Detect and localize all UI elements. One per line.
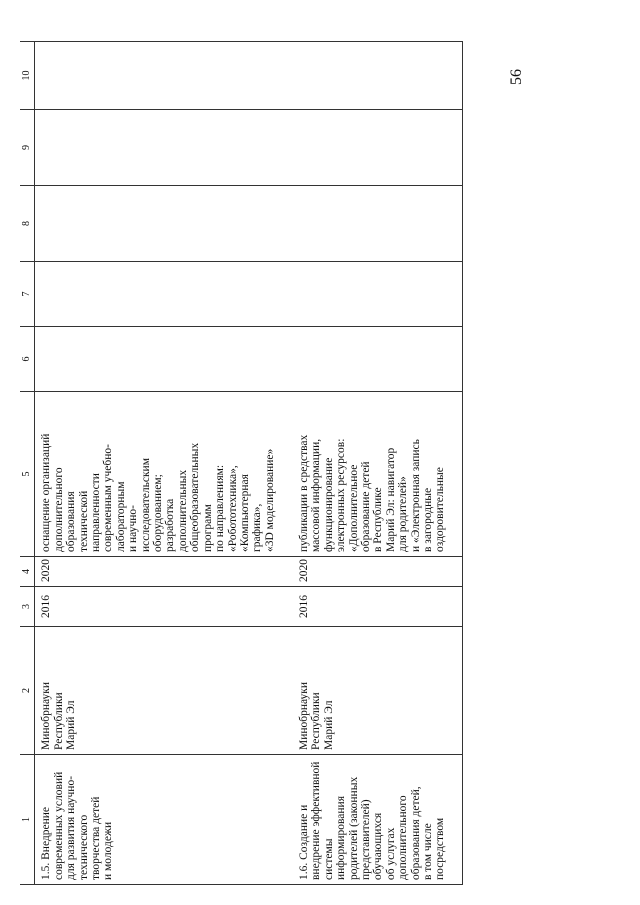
start-year-cell: 2016 [293,587,463,627]
start-year-cell: 2016 [35,587,293,627]
empty-cell [293,327,463,392]
empty-cell [35,186,293,262]
result-cell: оснащение организаций дополнительного образования технической направленности современным учебно- лабораторным и научно- исследовательским оборудованием; разработка дополнительных общеобразовательных программ по направлениям: «Робототехника», «Компьютерная графика», «3D моделирование» [35,392,293,557]
empty-cell [35,327,293,392]
col-header-4: 4 [20,557,35,587]
executor-cell: Минобрнауки Республики Марий Эл [35,627,293,755]
empty-cell [35,262,293,327]
empty-cell [293,110,463,186]
end-year-cell: 2020 [35,557,293,587]
col-header-5: 5 [20,392,35,557]
empty-cell [35,110,293,186]
rotated-content [20,25,540,885]
empty-cell [293,262,463,327]
result-cell: публикации в средствах массовой информации, функционирование электронных ресурсов: «Дополнительное образование детей в Республике Марий Эл: навигатор для родителей» и «Электронная запись в загородные оздоровительные [293,392,463,557]
col-header-3: 3 [20,587,35,627]
page-number: 56 [508,69,525,85]
empty-cell [293,42,463,110]
col-header-2: 2 [20,627,35,755]
measure-cell: 1.5. Внедрение современных условий для развития научно- технического творчества детей и молодежи [35,755,293,885]
measure-cell: 1.6. Создание и внедрение эффективной системы информирования родителей (законных представителей) обучающихся об услугах дополнительного образования детей, в том числе посредством [293,755,463,885]
col-header-6: 6 [20,327,35,392]
col-header-7: 7 [20,262,35,327]
empty-cell [293,186,463,262]
col-header-1: 1 [20,755,35,885]
end-year-cell: 2020 [293,557,463,587]
empty-cell [35,42,293,110]
executor-cell: Минобрнауки Республики Марий Эл [293,627,463,755]
table-row [35,42,293,885]
column-number-row [20,42,35,885]
col-header-8: 8 [20,186,35,262]
col-header-10: 10 [20,42,35,110]
col-header-9: 9 [20,110,35,186]
table-row [293,42,463,885]
program-table [20,41,463,885]
